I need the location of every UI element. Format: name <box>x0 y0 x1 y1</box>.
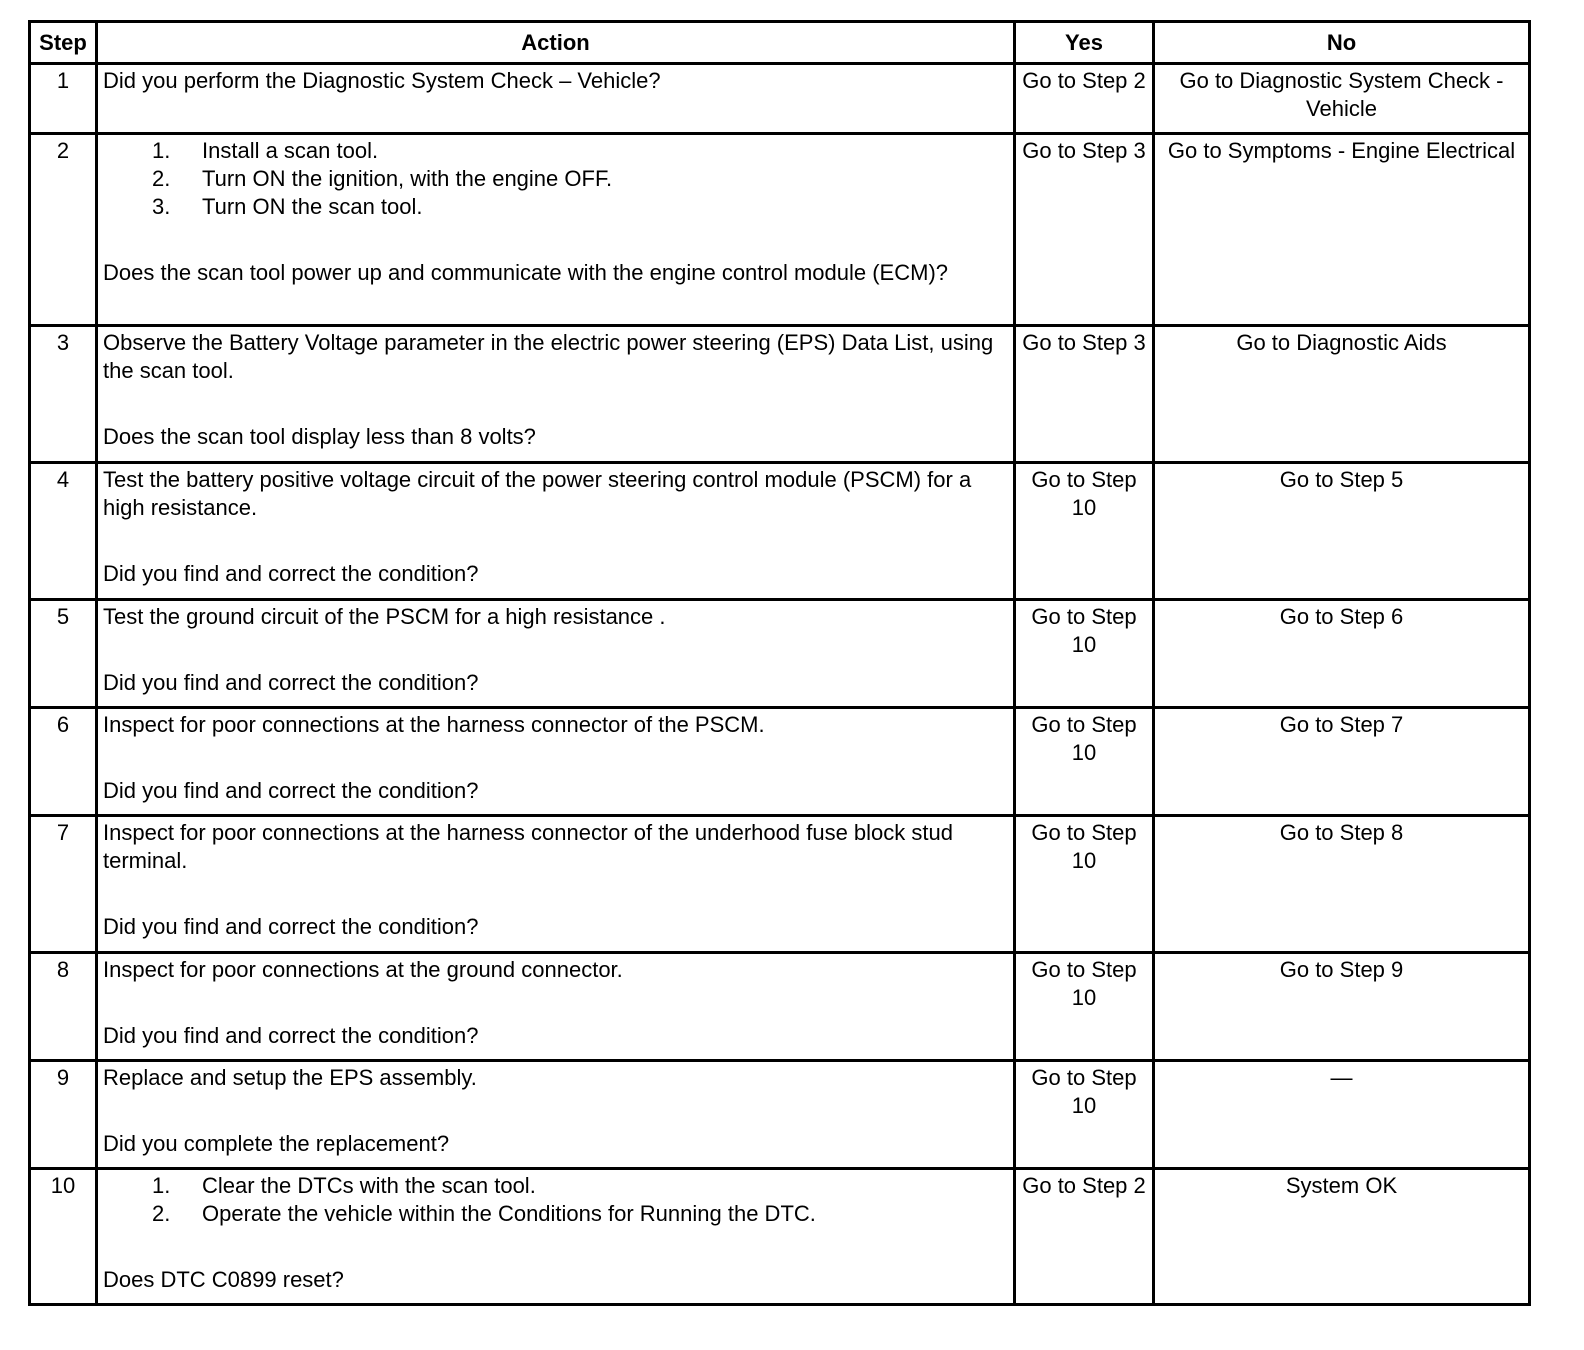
yes-cell: Go to Step 10 <box>1015 708 1154 816</box>
list-item: 2. Operate the vehicle within the Conditions for Running the DTC. <box>152 1201 816 1226</box>
list-item: 3. Turn ON the scan tool. <box>152 194 423 219</box>
table-row <box>30 1169 1530 1305</box>
action-cell <box>97 816 1015 953</box>
yes-cell: Go to Step 3 <box>1015 134 1154 326</box>
action-steps-list <box>103 137 1008 221</box>
no-cell: Go to Step 6 <box>1154 600 1530 708</box>
no-cell: Go to Diagnostic System Check - Vehicle <box>1154 64 1530 134</box>
list-item: 1. Clear the DTCs with the scan tool. <box>152 1173 536 1198</box>
action-text: Replace and setup the EPS assembly. <box>103 1065 477 1090</box>
step-number: 9 <box>30 1061 97 1169</box>
action-text: Test the battery positive voltage circuit of the power steering control module (PSCM) for a high resistance. <box>103 467 972 520</box>
action-steps-list <box>103 1172 1008 1228</box>
action-question: Does the scan tool display less than 8 volts? <box>103 424 536 449</box>
table-row <box>30 64 1530 134</box>
action-text: Inspect for poor connections at the harness connector of the PSCM. <box>103 712 765 737</box>
action-cell <box>97 708 1015 816</box>
yes-cell: Go to Step 10 <box>1015 463 1154 600</box>
yes-cell: Go to Step 10 <box>1015 1061 1154 1169</box>
action-question: Does DTC C0899 reset? <box>103 1267 344 1292</box>
yes-cell: Go to Step 10 <box>1015 600 1154 708</box>
action-question: Did you find and correct the condition? <box>103 1023 479 1048</box>
no-cell: Go to Symptoms - Engine Electrical <box>1154 134 1530 326</box>
action-text: Did you perform the Diagnostic System Check – Vehicle? <box>103 68 661 93</box>
action-cell <box>97 134 1015 326</box>
table-row <box>30 326 1530 463</box>
action-text: Observe the Battery Voltage parameter in the electric power steering (EPS) Data List, using the scan tool. <box>103 330 994 383</box>
yes-cell: Go to Step 10 <box>1015 953 1154 1061</box>
step-number: 5 <box>30 600 97 708</box>
yes-cell: Go to Step 10 <box>1015 816 1154 953</box>
action-question: Did you find and correct the condition? <box>103 561 479 586</box>
no-cell: System OK <box>1154 1169 1530 1305</box>
action-question: Did you find and correct the condition? <box>103 778 479 803</box>
yes-cell: Go to Step 3 <box>1015 326 1154 463</box>
no-cell: Go to Step 9 <box>1154 953 1530 1061</box>
table-row <box>30 463 1530 600</box>
table-row <box>30 600 1530 708</box>
step-number: 4 <box>30 463 97 600</box>
table-row <box>30 134 1530 326</box>
header-no: No <box>1154 22 1530 64</box>
step-number: 1 <box>30 64 97 134</box>
action-cell <box>97 64 1015 134</box>
list-item: 2. Turn ON the ignition, with the engine OFF. <box>152 166 613 191</box>
yes-cell: Go to Step 2 <box>1015 1169 1154 1305</box>
action-cell <box>97 1061 1015 1169</box>
yes-cell: Go to Step 2 <box>1015 64 1154 134</box>
header-yes: Yes <box>1015 22 1154 64</box>
header-action: Action <box>97 22 1015 64</box>
step-number: 2 <box>30 134 97 326</box>
action-text: Inspect for poor connections at the harness connector of the underhood fuse block stud terminal. <box>103 820 953 873</box>
diagnostic-table <box>28 20 1531 1306</box>
table-row <box>30 816 1530 953</box>
step-number: 10 <box>30 1169 97 1305</box>
action-question: Did you complete the replacement? <box>103 1131 450 1156</box>
action-cell <box>97 326 1015 463</box>
action-question: Does the scan tool power up and communicate with the engine control module (ECM)? <box>103 260 949 285</box>
action-cell <box>97 600 1015 708</box>
header-row <box>30 22 1530 64</box>
action-text: Test the ground circuit of the PSCM for a high resistance . <box>103 604 666 629</box>
action-question: Did you find and correct the condition? <box>103 914 479 939</box>
action-text: Inspect for poor connections at the ground connector. <box>103 957 623 982</box>
table-row <box>30 1061 1530 1169</box>
no-cell: — <box>1154 1061 1530 1169</box>
table-row <box>30 708 1530 816</box>
table-row <box>30 953 1530 1061</box>
step-number: 3 <box>30 326 97 463</box>
action-cell <box>97 953 1015 1061</box>
header-step: Step <box>30 22 97 64</box>
no-cell: Go to Step 5 <box>1154 463 1530 600</box>
list-item: 1. Install a scan tool. <box>152 138 379 163</box>
step-number: 6 <box>30 708 97 816</box>
action-cell <box>97 463 1015 600</box>
no-cell: Go to Diagnostic Aids <box>1154 326 1530 463</box>
no-cell: Go to Step 7 <box>1154 708 1530 816</box>
action-cell <box>97 1169 1015 1305</box>
action-question: Did you find and correct the condition? <box>103 670 479 695</box>
step-number: 8 <box>30 953 97 1061</box>
step-number: 7 <box>30 816 97 953</box>
no-cell: Go to Step 8 <box>1154 816 1530 953</box>
